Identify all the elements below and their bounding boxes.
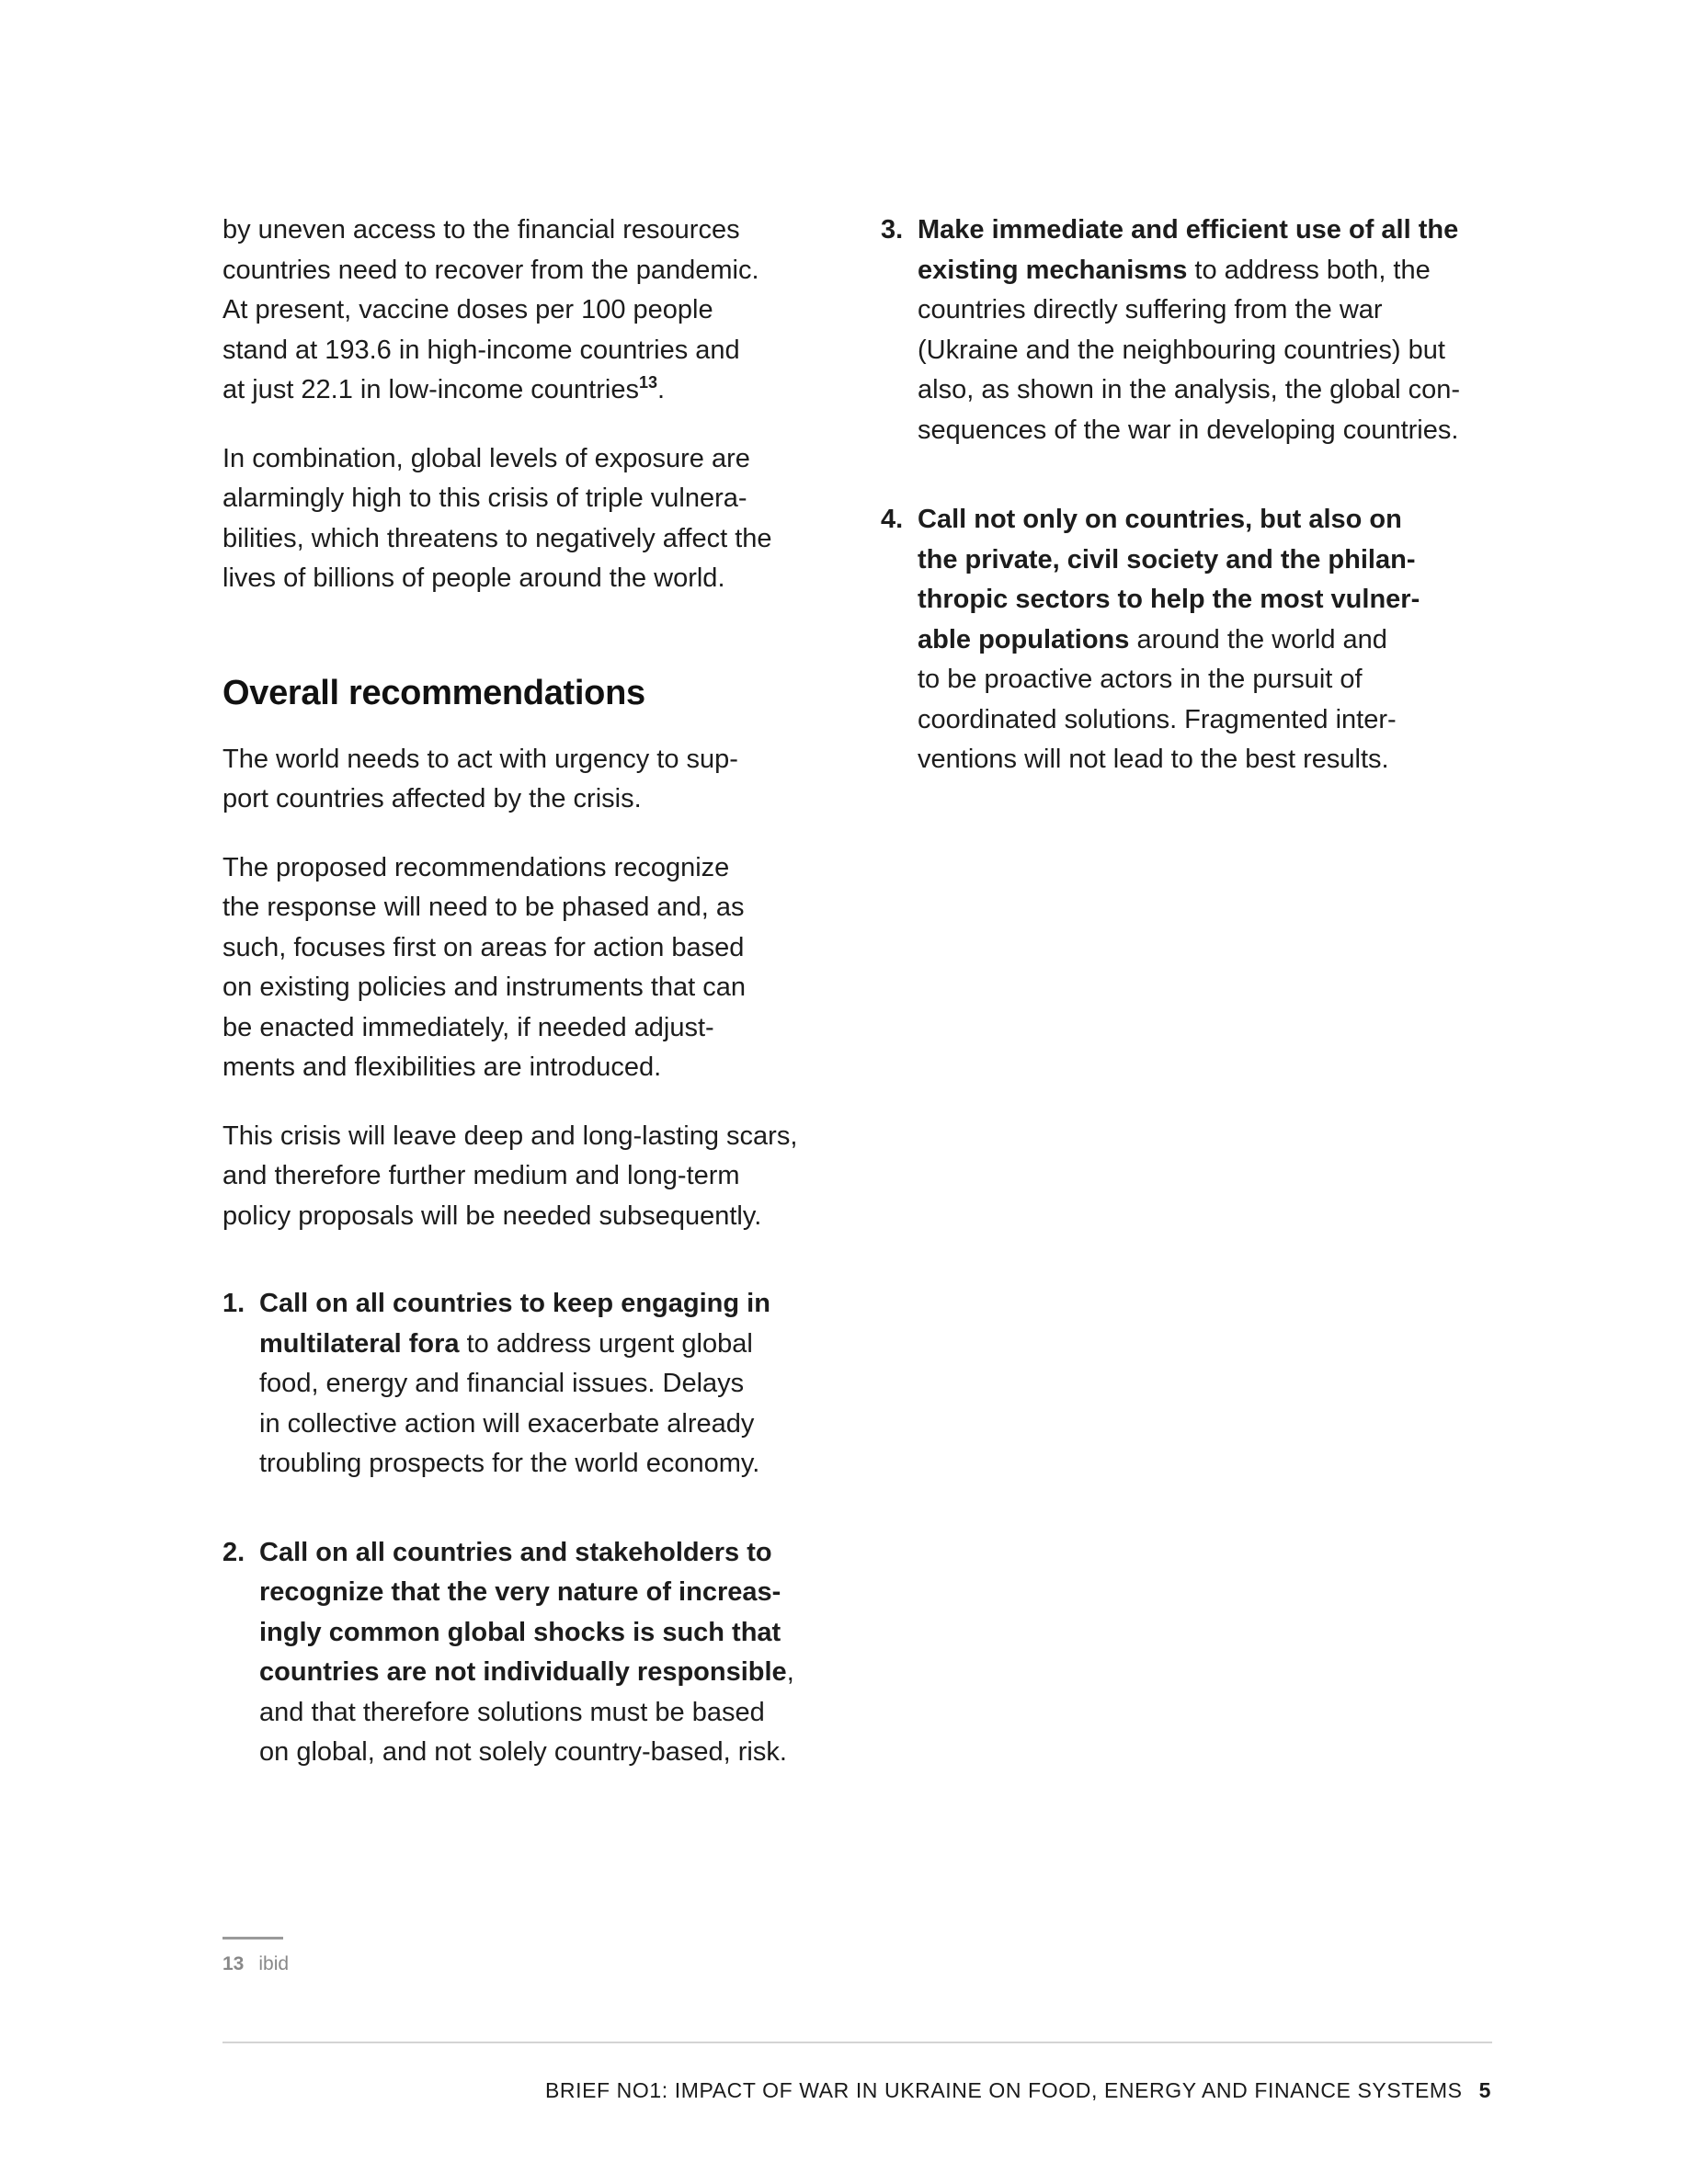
- text-line: in collective action will exacerbate already: [259, 1408, 755, 1439]
- text-line: troubling prospects for the world economy.: [259, 1449, 760, 1478]
- footnote-divider: [222, 1937, 283, 1939]
- text-fragment: at just 22.1 in low-income countries: [222, 375, 639, 404]
- text-line: [918, 210, 1469, 251]
- text-line: [259, 1573, 811, 1613]
- section-heading: Overall recommendations: [222, 673, 645, 712]
- footnote-number: 13: [222, 1953, 245, 1974]
- text-line: bilities, which threatens to negatively affect the: [222, 523, 772, 553]
- footer-divider: [222, 2042, 1492, 2043]
- text-line: (Ukraine and the neighbouring countries) but: [918, 335, 1445, 365]
- text-fragment: around the world and: [1129, 624, 1387, 654]
- bold-text: existing mechanisms: [918, 255, 1188, 285]
- recommendation-list: [881, 210, 1469, 780]
- text-line: such, focuses first on areas for action based: [222, 932, 745, 962]
- text-line: [259, 1653, 811, 1693]
- text-line: food, energy and financial issues. Delays: [259, 1369, 745, 1398]
- exposure-paragraph: [222, 439, 811, 599]
- intro-paragraph: [222, 210, 811, 411]
- recommendation-list: [222, 1284, 811, 1773]
- text-line: In combination, global levels of exposure are: [222, 443, 750, 473]
- text-line: sequences of the war in developing countries.: [918, 415, 1459, 445]
- bold-text: Call on all countries and stakeholders to: [259, 1537, 772, 1567]
- text-line: [918, 251, 1469, 291]
- text-fragment: ,: [786, 1657, 794, 1687]
- text-line: on existing policies and instruments that can: [222, 973, 747, 1002]
- text-line: port countries affected by the crisis.: [222, 784, 642, 813]
- bold-text: Call on all countries to keep engaging in: [259, 1289, 770, 1318]
- bold-text: countries are not individually responsible: [259, 1657, 787, 1687]
- page-footer: [545, 2076, 1491, 2104]
- text-fragment: to address both, the: [1187, 255, 1431, 285]
- list-number: 4.: [881, 505, 904, 534]
- list-number: 1.: [222, 1289, 245, 1318]
- text-line: and that therefore solutions must be based: [259, 1697, 765, 1727]
- bold-text: able populations: [918, 624, 1130, 654]
- text-line: the response will need to be phased and, as: [222, 893, 745, 922]
- bold-text: thropic sectors to help the most vulner-: [918, 585, 1420, 614]
- text-line: [918, 540, 1469, 581]
- bold-text: Call not only on countries, but also on: [918, 505, 1402, 534]
- list-number: 2.: [222, 1537, 245, 1567]
- text-line: [259, 1533, 811, 1574]
- bold-text: recognize that the very nature of increas-: [259, 1577, 781, 1607]
- text-line: ventions will not lead to the best results.: [918, 745, 1389, 774]
- urgency-paragraph: [222, 740, 811, 820]
- text-line: also, as shown in the analysis, the global con-: [918, 375, 1461, 404]
- text-line: to be proactive actors in the pursuit of: [918, 665, 1363, 694]
- footnote-reference[interactable]: 13: [638, 373, 657, 392]
- bold-text: Make immediate and efficient use of all the: [918, 215, 1459, 245]
- text-line: [259, 1325, 811, 1365]
- text-line: At present, vaccine doses per 100 people: [222, 295, 713, 324]
- recommendation-item: [881, 500, 1469, 780]
- text-line: The world needs to act with urgency to sup-: [222, 744, 738, 774]
- text-line: stand at 193.6 in high-income countries and: [222, 335, 740, 365]
- footnote: [222, 1951, 289, 1978]
- text-line: and therefore further medium and long-term: [222, 1161, 740, 1190]
- recommendation-item: [222, 1284, 811, 1484]
- text-line: on global, and not solely country-based, risk.: [259, 1737, 787, 1767]
- text-line: be enacted immediately, if needed adjust-: [222, 1012, 714, 1042]
- text-line: ments and flexibilities are introduced.: [222, 1052, 662, 1082]
- footnote-text: ibid: [258, 1953, 290, 1974]
- text-line: coordinated solutions. Fragmented inter-: [918, 704, 1397, 734]
- scars-paragraph: [222, 1117, 811, 1237]
- bold-text: ingly common global shocks is such that: [259, 1617, 781, 1647]
- text-line: This crisis will leave deep and long-lasting scars,: [222, 1120, 798, 1151]
- recommendation-item: [881, 210, 1469, 450]
- text-line: The proposed recommendations recognize: [222, 852, 730, 882]
- footer-title: BRIEF NO1: IMPACT OF WAR IN UKRAINE ON FOOD, ENERGY AND FINANCE SYSTEMS: [544, 2078, 1463, 2102]
- recommendation-item: [222, 1533, 811, 1773]
- text-line: countries need to recover from the pandemic.: [222, 255, 759, 285]
- text-line: [918, 580, 1469, 620]
- text-fragment: .: [656, 375, 666, 404]
- left-column: [222, 210, 811, 1773]
- bold-text: multilateral fora: [259, 1328, 460, 1359]
- text-line: alarmingly high to this crisis of triple vulnera-: [222, 483, 747, 513]
- list-number: 3.: [881, 215, 904, 245]
- page-number: 5: [1478, 2078, 1491, 2102]
- text-line: [259, 1284, 811, 1325]
- proposal-paragraph: [222, 848, 811, 1088]
- text-line: [918, 620, 1469, 661]
- bold-text: the private, civil society and the philan-: [918, 544, 1416, 574]
- text-line: [222, 370, 811, 411]
- text-line: policy proposals will be needed subsequently.: [222, 1200, 762, 1231]
- text-line: lives of billions of people around the world.: [222, 563, 725, 593]
- text-fragment: to address urgent global: [459, 1328, 753, 1359]
- text-line: by uneven access to the financial resources: [222, 215, 740, 245]
- text-line: countries directly suffering from the war: [918, 295, 1383, 324]
- right-column: [881, 210, 1469, 780]
- text-line: [918, 500, 1469, 540]
- text-line: [259, 1613, 811, 1654]
